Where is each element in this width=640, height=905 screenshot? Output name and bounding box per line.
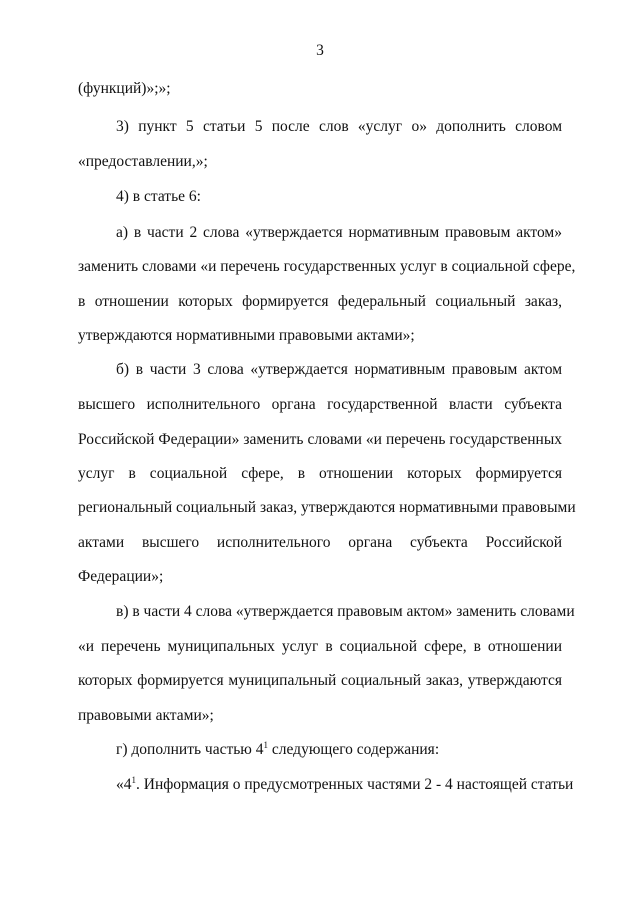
text-line: которых формируется муниципальный социальный заказ, утверждаются — [78, 672, 562, 689]
text-line: услуг в социальной сфере, в отношении которых формируется — [78, 465, 562, 482]
text-line: б) в части 3 слова «утверждается нормативным правовым актом — [116, 361, 562, 378]
text-line: 3) пункт 5 статьи 5 после слов «услуг о» дополнить словом — [116, 118, 562, 135]
text-line: актами высшего исполнительного органа субъекта Российской — [78, 534, 562, 551]
text-line: (функций)»;»; — [78, 80, 171, 97]
text-line: высшего исполнительного органа государственной власти субъекта — [78, 396, 562, 413]
superscript: 1 — [131, 775, 136, 785]
text-run: следующего содержания: — [268, 741, 440, 758]
text-line-g — [116, 741, 562, 759]
text-line: «предоставлении,»; — [78, 153, 208, 170]
text-run: . Информация о предусмотренных частями 2 - 4 настоящей статьи — [136, 776, 574, 793]
text-line: заменить словами «и перечень государственных услуг в социальной сфере, — [78, 258, 576, 275]
text-run: г) дополнить частью 4 — [116, 741, 264, 758]
text-line: утверждаются нормативными правовыми актами»; — [78, 327, 415, 344]
text-line: в отношении которых формируется федеральный социальный заказ, — [78, 293, 562, 310]
text-line: Федерации»; — [78, 568, 164, 585]
text-line: региональный социальный заказ, утверждаются нормативными правовыми — [78, 499, 576, 516]
text-line: в) в части 4 слова «утверждается правовым актом» заменить словами — [116, 603, 575, 620]
text-line: «и перечень муниципальных услуг в социальной сфере, в отношении — [78, 638, 562, 655]
text-run: «4 — [116, 776, 132, 793]
superscript: 1 — [263, 740, 269, 750]
text-line: 4) в статье 6: — [116, 188, 201, 205]
text-line: правовыми актами»; — [78, 707, 214, 724]
text-line-last — [116, 775, 574, 794]
page-number: 3 — [316, 42, 324, 59]
text-line: Российской Федерации» заменить словами «и перечень государственных — [78, 431, 562, 448]
text-line: а) в части 2 слова «утверждается нормативным правовым актом» — [116, 224, 562, 241]
